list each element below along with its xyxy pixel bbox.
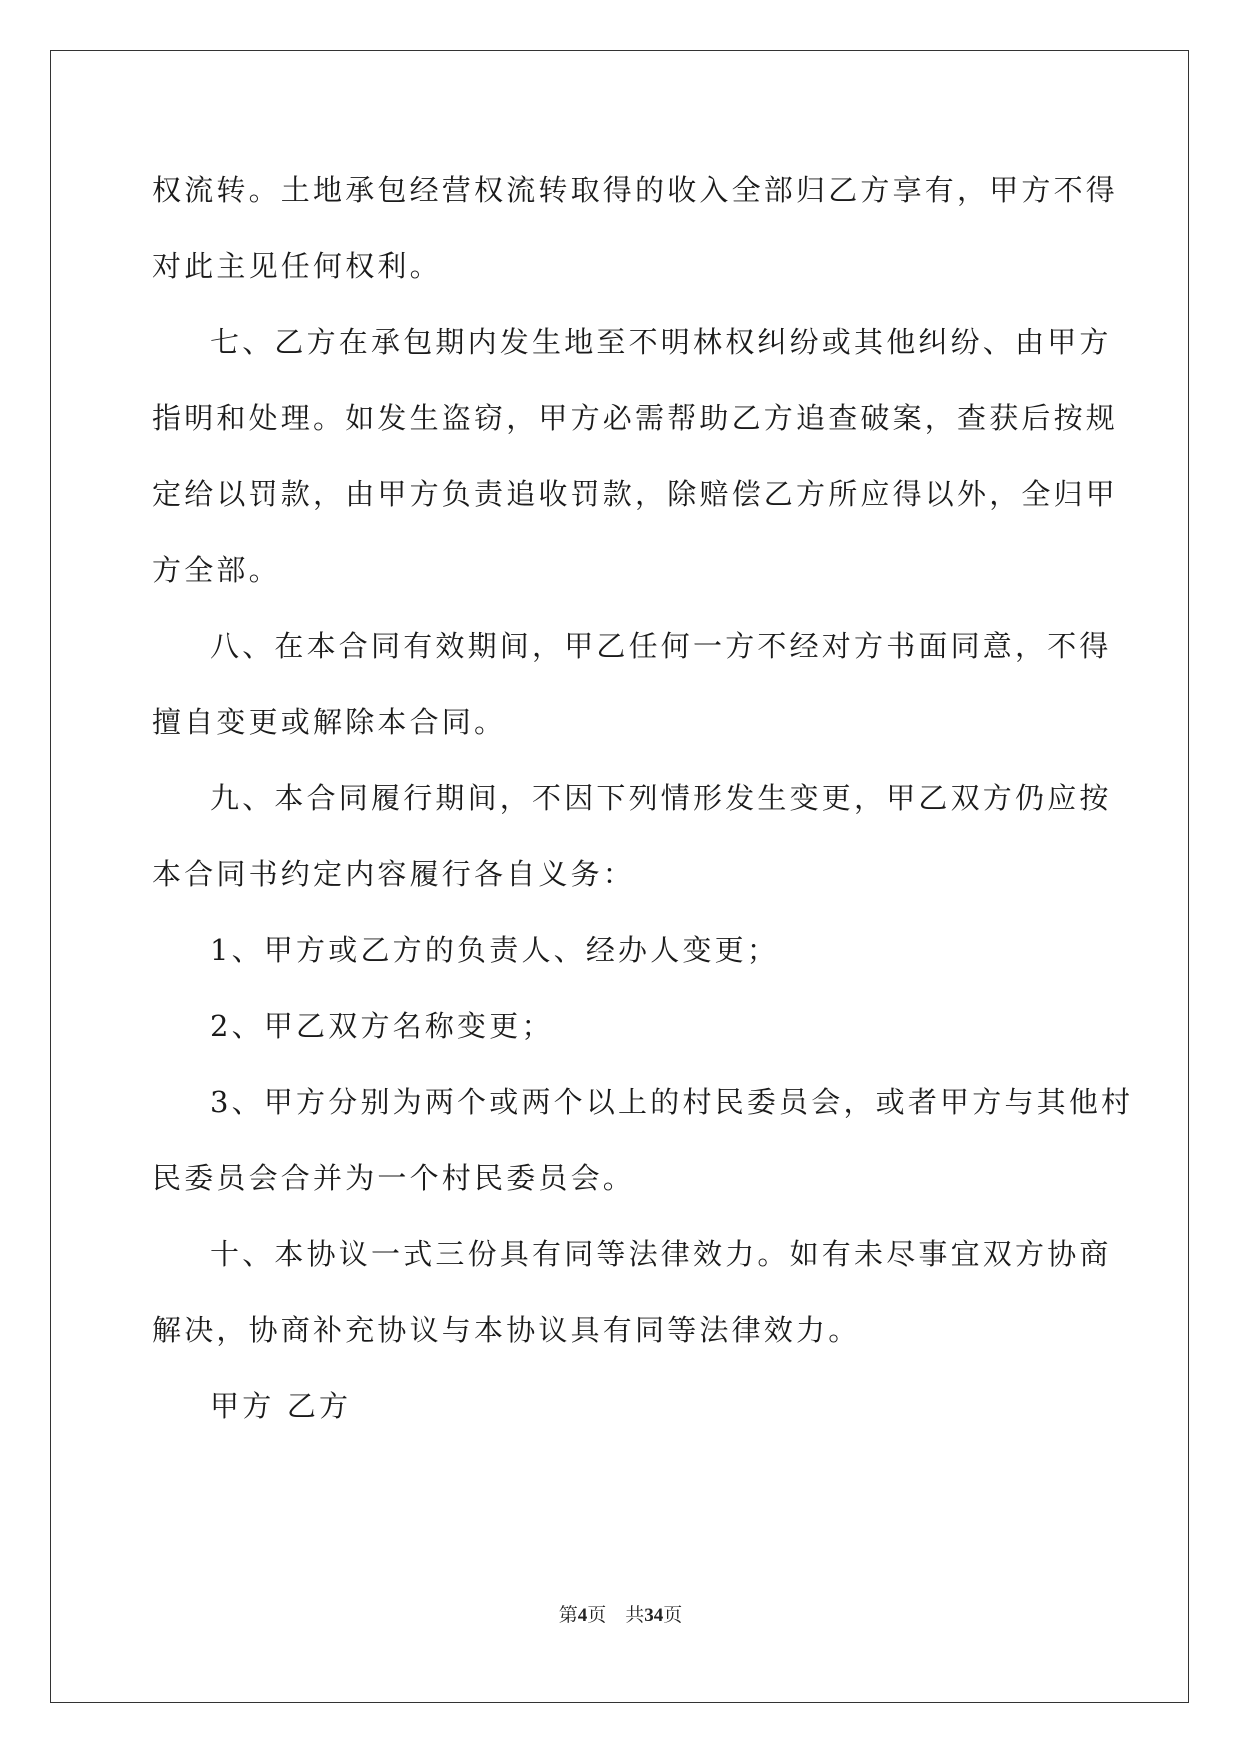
text-line: 民委员会合并为一个村民委员会。	[152, 1161, 636, 1195]
text-line: 七、乙方在承包期内发生地至不明林权纠纷或其他纠纷、由甲方	[210, 325, 1112, 359]
page-suffix: 页	[587, 1605, 607, 1626]
text-line: 八、在本合同有效期间，甲乙任何一方不经对方书面同意，不得	[210, 629, 1112, 663]
text-line: 权流转。土地承包经营权流转取得的收入全部归乙方享有，甲方不得	[152, 173, 1119, 207]
text-line: 1、甲方或乙方的负责人、经办人变更；	[210, 933, 780, 967]
total-prefix: 共	[625, 1605, 645, 1626]
text-line: 指明和处理。如发生盗窃，甲方必需帮助乙方追查破案，查获后按规	[152, 401, 1119, 435]
page-number: 4	[577, 1605, 588, 1626]
text-line: 2、甲乙双方名称变更；	[210, 1009, 554, 1043]
page-prefix: 第	[558, 1605, 578, 1626]
text-line: 方全部。	[152, 553, 281, 587]
text-line: 解决，协商补充协议与本协议具有同等法律效力。	[152, 1313, 861, 1347]
text-line: 本合同书约定内容履行各自义务：	[152, 857, 636, 891]
text-line: 3、甲方分别为两个或两个以上的村民委员会，或者甲方与其他村	[210, 1085, 1134, 1119]
total-suffix: 页	[663, 1605, 683, 1626]
text-line: 九、本合同履行期间，不因下列情形发生变更，甲乙双方仍应按	[210, 781, 1112, 815]
total-pages: 34	[644, 1605, 664, 1626]
page-footer	[0, 1600, 1241, 1627]
text-line: 十、本协议一式三份具有同等法律效力。如有未尽事宜双方协商	[210, 1237, 1112, 1271]
text-line: 对此主见任何权利。	[152, 249, 442, 283]
text-line: 定给以罚款，由甲方负责追收罚款，除赔偿乙方所应得以外，全归甲	[152, 477, 1119, 511]
text-line: 擅自变更或解除本合同。	[152, 705, 507, 739]
signature-line: 甲方 乙方	[210, 1389, 352, 1423]
